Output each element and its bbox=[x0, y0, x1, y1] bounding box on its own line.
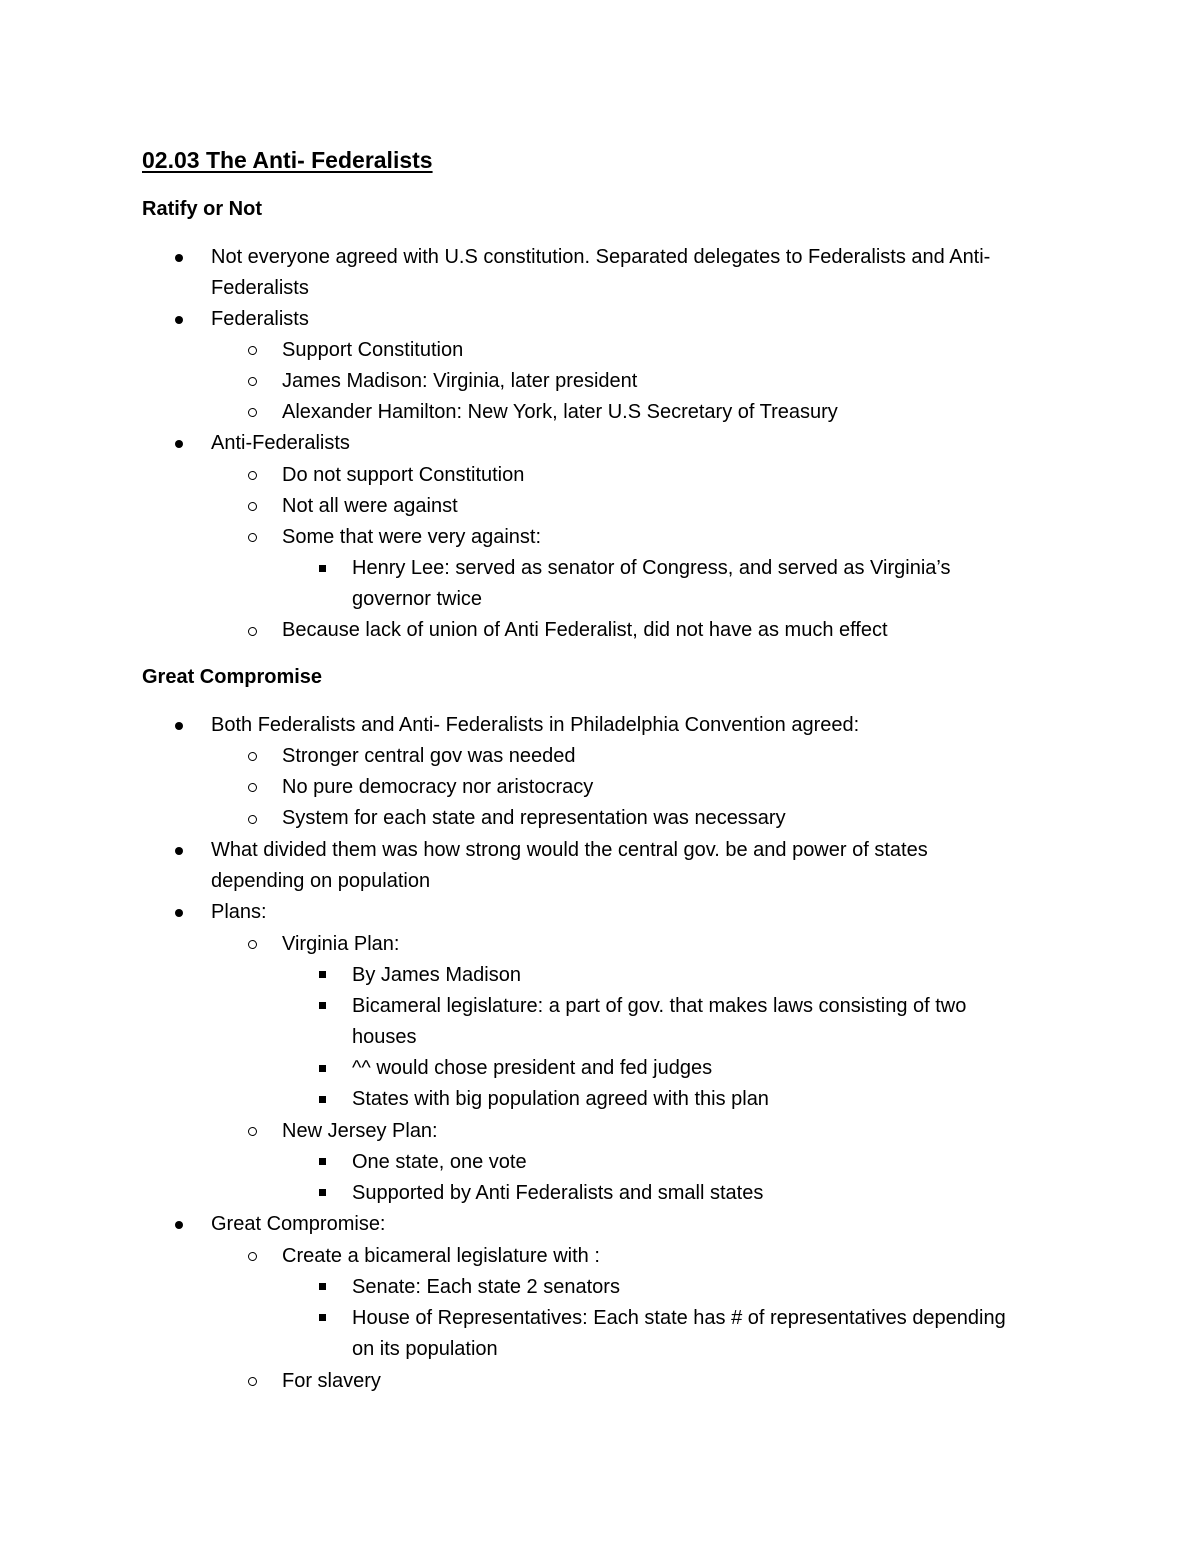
list-item-text: Senate: Each state 2 senators bbox=[352, 1276, 620, 1298]
bullet-circle-icon bbox=[248, 346, 257, 355]
bullet-square-icon bbox=[319, 1189, 326, 1196]
bullet-circle-icon bbox=[248, 752, 257, 761]
bullet-square-icon bbox=[319, 1314, 326, 1321]
list-item-text: governor twice bbox=[352, 588, 483, 610]
list-item-text: Great Compromise: bbox=[211, 1213, 386, 1235]
bullet-circle-icon bbox=[248, 502, 257, 511]
list-item-text: Federalists bbox=[211, 277, 309, 299]
bullet-circle-icon bbox=[248, 533, 257, 542]
bullet-circle-icon bbox=[248, 815, 257, 824]
list-item-text: Support Constitution bbox=[282, 339, 464, 361]
list-item-text: James Madison: Virginia, later president bbox=[282, 370, 638, 392]
list-item-text: Virginia Plan: bbox=[282, 933, 400, 955]
list-item-text: For slavery bbox=[282, 1370, 381, 1392]
bullet-square-icon bbox=[319, 565, 326, 572]
list-item-text: Not all were against bbox=[282, 495, 458, 517]
list-item-text: States with big population agreed with this plan bbox=[352, 1088, 769, 1110]
bullet-disc-icon bbox=[175, 440, 183, 448]
bullet-disc-icon bbox=[175, 847, 183, 855]
bullet-disc-icon bbox=[175, 254, 183, 262]
bullet-square-icon bbox=[319, 1158, 326, 1165]
list-item-text: houses bbox=[352, 1026, 417, 1048]
bullet-circle-icon bbox=[248, 627, 257, 636]
list-item-text: ^^ would chose president and fed judges bbox=[352, 1057, 713, 1079]
list-item-text: Plans: bbox=[211, 901, 267, 923]
list-item-text: Do not support Constitution bbox=[282, 464, 525, 486]
list-item-text: No pure democracy nor aristocracy bbox=[282, 776, 594, 798]
list-item-text: Henry Lee: served as senator of Congress, and served as Virginia’s bbox=[352, 557, 951, 579]
list-item-text: Alexander Hamilton: New York, later U.S Secretary of Treasury bbox=[282, 401, 838, 423]
list-item-text: By James Madison bbox=[352, 964, 521, 986]
bullet-disc-icon bbox=[175, 1221, 183, 1229]
list-item-text: Create a bicameral legislature with : bbox=[282, 1245, 600, 1267]
bullet-disc-icon bbox=[175, 316, 183, 324]
list-item-text: Because lack of union of Anti Federalist, did not have as much effect bbox=[282, 619, 888, 641]
bullet-circle-icon bbox=[248, 408, 257, 417]
section-heading-great-compromise: Great Compromise bbox=[142, 666, 323, 688]
list-item-text: House of Representatives: Each state has # of representatives depending bbox=[352, 1307, 1006, 1329]
list-item-text: One state, one vote bbox=[352, 1151, 527, 1173]
bullet-circle-icon bbox=[248, 1127, 257, 1136]
bullet-disc-icon bbox=[175, 722, 183, 730]
bullet-circle-icon bbox=[248, 471, 257, 480]
bullet-circle-icon bbox=[248, 783, 257, 792]
list-item-text: Both Federalists and Anti- Federalists in Philadelphia Convention agreed: bbox=[211, 714, 860, 736]
bullet-disc-icon bbox=[175, 909, 183, 917]
bullet-square-icon bbox=[319, 1283, 326, 1290]
bullet-square-icon bbox=[319, 1096, 326, 1103]
list-item-text: depending on population bbox=[211, 870, 431, 892]
list-item-text: Not everyone agreed with U.S constitution. Separated delegates to Federalists and Anti- bbox=[211, 246, 991, 268]
list-item-text: System for each state and representation was necessary bbox=[282, 807, 786, 829]
list-item-text: Stronger central gov was needed bbox=[282, 745, 576, 767]
bullet-circle-icon bbox=[248, 1377, 257, 1386]
list-item-text: New Jersey Plan: bbox=[282, 1120, 438, 1142]
bullet-square-icon bbox=[319, 971, 326, 978]
bullet-square-icon bbox=[319, 1065, 326, 1072]
bullet-square-icon bbox=[319, 1002, 326, 1009]
bullet-circle-icon bbox=[248, 940, 257, 949]
list-item-text: Anti-Federalists bbox=[211, 432, 350, 454]
list-item-text: Bicameral legislature: a part of gov. that makes laws consisting of two bbox=[352, 995, 967, 1017]
list-item-text: Federalists bbox=[211, 308, 309, 330]
list-item-text: What divided them was how strong would the central gov. be and power of states bbox=[211, 839, 928, 861]
list-item-text: Supported by Anti Federalists and small states bbox=[352, 1182, 764, 1204]
bullet-circle-icon bbox=[248, 1252, 257, 1261]
list-item-text: Some that were very against: bbox=[282, 526, 542, 548]
section-heading-ratify: Ratify or Not bbox=[142, 198, 262, 220]
page-title: 02.03 The Anti- Federalists bbox=[142, 147, 433, 173]
list-item-text: on its population bbox=[352, 1338, 498, 1360]
bullet-circle-icon bbox=[248, 377, 257, 386]
